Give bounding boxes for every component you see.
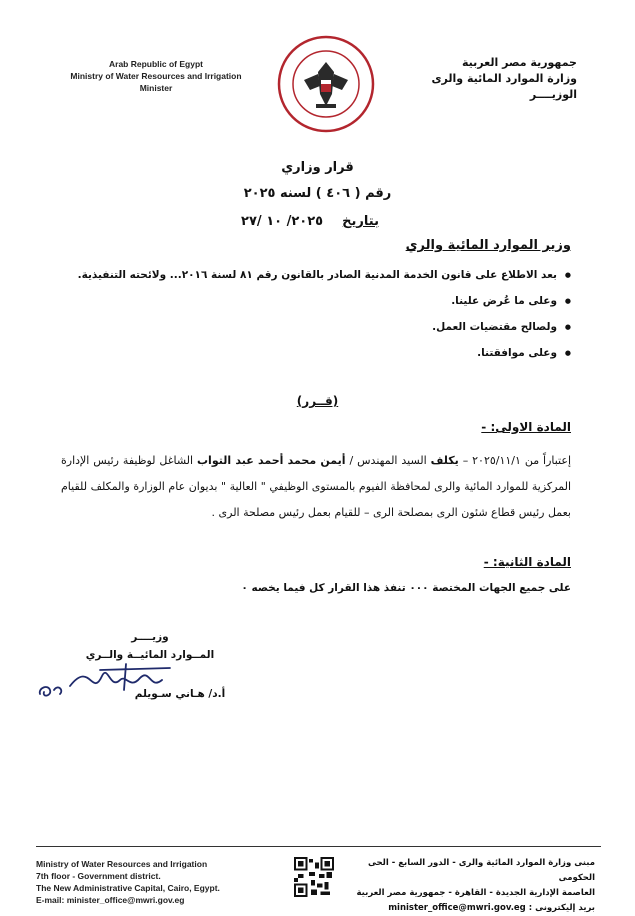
footer-english — [36, 858, 266, 906]
header-ar-country: جمهورية مصر العربية — [462, 56, 577, 69]
footer-divider — [36, 846, 601, 847]
header-english — [56, 58, 256, 94]
article1-text-2: السيد المهندس / — [345, 454, 431, 467]
article2-title: المادة الثانية: - — [483, 555, 571, 569]
footer-arabic — [345, 856, 595, 916]
article1-text-1: إعتباراً من ٢٠٢٥/١١/١ – — [458, 454, 571, 467]
footer-en-ministry: Ministry of Water Resources and Irrigation — [36, 859, 208, 869]
footer-en-email: E-mail: minister_office@mwri.gov.eg — [36, 895, 185, 905]
footer-ar-email: بريد إليكترونى : minister_office@mwri.gov.eg — [388, 903, 595, 913]
ministry-seal-icon — [276, 34, 376, 134]
article1-engineer-name: أيمن محمد أحمد عبد التواب — [197, 454, 346, 467]
preamble-list — [71, 268, 571, 372]
signature-line-1: وزيــــر — [131, 631, 169, 643]
preamble-item: ● وعلى موافقتنا. — [71, 346, 571, 360]
footer-en-floor: 7th floor - Government district. — [36, 871, 161, 881]
decree-number: رقم ( ٤٠٦ ) لسنه ٢٠٢٥ — [243, 186, 392, 201]
footer-ar-building: مبنى وزارة الموارد المائية والرى - الدور السابع - الحى الحكومى — [367, 858, 595, 883]
preamble-item: ● بعد الاطلاع على قانون الخدمة المدنية الصادر بالقانون رقم ٨١ لسنة ٢٠١٦... ولائحته التنفيذية. — [71, 268, 571, 282]
preamble-item: ● وعلى ما عُرض علينا. — [71, 294, 571, 308]
footer-ar-city: العاصمة الإدارية الجديدة - القاهرة - جمهورية مصر العربية — [356, 888, 595, 898]
decree-date-value: ٢٠٢٥/ ١٠ /٢٧ — [241, 214, 324, 229]
header-ar-ministry: وزارة الموارد المائية والرى — [431, 72, 577, 85]
qr-code-icon — [294, 857, 334, 897]
header-en-minister: Minister — [139, 83, 173, 93]
header-en-ministry: Ministry of Water Resources and Irrigation — [70, 71, 242, 81]
article1-text-3: الشاغل لوظيفة رئيس الإدارة المركزية للموارد المائية والرى لمحافظة الفيوم بالمستوى الوظيفي " العالية " بديوان عام الوزارة والمكلف للقيام بعمل رئيس قطاع شئون الرى بمصلحة الرى – للقيام بعمل رئيس مصلحة الرى . — [61, 454, 571, 519]
decision-word: (قــرر) — [296, 394, 339, 408]
signature-name: أ.د/ هـاني سـويلم — [134, 688, 226, 700]
signature-line-2: المــوارد المائيــة والــري — [85, 649, 215, 661]
decree-title: قرار وزاري — [281, 160, 354, 175]
decree-date — [190, 214, 430, 229]
header-arabic — [397, 55, 577, 103]
article1-body — [61, 448, 571, 526]
decree-date-label: بتاريخ — [342, 214, 379, 229]
footer-en-address: The New Administrative Capital, Cairo, Egypt. — [36, 883, 220, 893]
article1-assign-word: يكلف — [430, 454, 459, 467]
minister-heading: وزير الموارد المائية والري — [405, 238, 571, 253]
preamble-item: ● ولصالح مقتضيات العمل. — [71, 320, 571, 334]
article1-title: المادة الاولى: - — [481, 420, 571, 434]
article2-body: على جميع الجهات المختصة ٠٠٠ تنفذ هذا القرار كل فيما يخصه ٠ — [241, 582, 571, 594]
header-ar-minister: الوزيــــر — [529, 88, 577, 101]
header-en-country: Arab Republic of Egypt — [109, 59, 203, 69]
